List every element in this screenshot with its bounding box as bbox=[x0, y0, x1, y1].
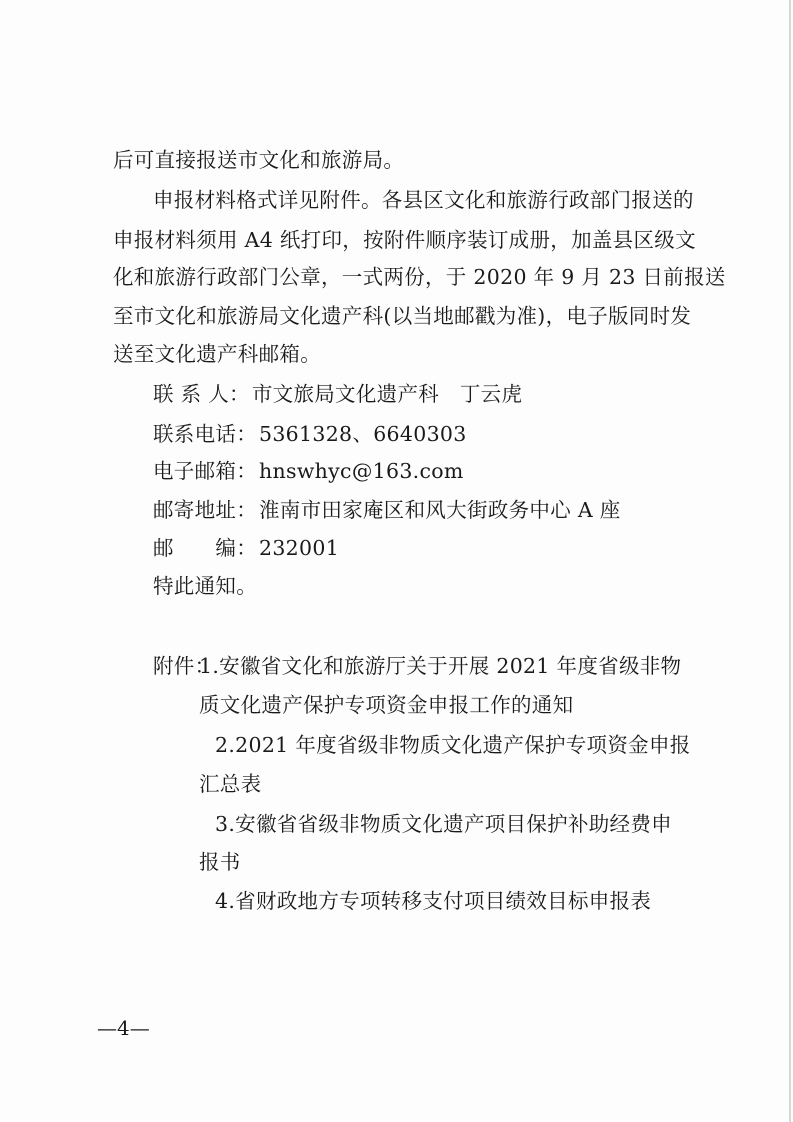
contact-value: 232001 bbox=[259, 536, 340, 560]
body-line: 至市文化和旅游局文化遗产科(以当地邮戳为准)，电子版同时发 bbox=[113, 304, 692, 328]
contact-email bbox=[153, 459, 464, 483]
contact-value: hnswhyc@163.com bbox=[259, 459, 464, 483]
body-line: 申报材料格式详见附件。各县区文化和旅游行政部门报送的 bbox=[153, 188, 694, 212]
contact-value: 市文旅局文化遗产科 丁云虎 bbox=[251, 382, 523, 406]
contact-phone bbox=[153, 422, 467, 446]
attachment-item-2-cont: 汇总表 bbox=[199, 772, 262, 796]
contact-label: 联系电话： bbox=[153, 422, 257, 446]
contact-value: 5361328、6640303 bbox=[259, 422, 467, 446]
body-line: 化和旅游行政部门公章，一式两份，于 2020 年 9 月 23 日前报送 bbox=[113, 265, 726, 289]
contact-value: 淮南市田家庵区和风大街政务中心 A 座 bbox=[259, 498, 621, 522]
attachment-item-1-cont: 质文化遗产保护专项资金申报工作的通知 bbox=[199, 693, 574, 717]
body-line: 申报材料须用 A4 纸打印，按附件顺序装订成册，加盖县区级文 bbox=[113, 228, 696, 252]
contact-label: 邮寄地址： bbox=[153, 498, 257, 522]
contact-label: 邮 编： bbox=[153, 536, 257, 560]
contact-person bbox=[153, 382, 522, 406]
body-line: 后可直接报送市文化和旅游局。 bbox=[113, 148, 405, 172]
contact-address bbox=[153, 498, 621, 522]
attachment-item-2: 2.2021 年度省级非物质文化遗产保护专项资金申报 bbox=[215, 733, 691, 757]
attachment-item-1: 1.安徽省文化和旅游厅关于开展 2021 年度省级非物 bbox=[199, 654, 682, 678]
attachment-item-3-cont: 报书 bbox=[199, 850, 241, 874]
attachment-item-3: 3.安徽省省级非物质文化遗产项目保护补助经费申 bbox=[215, 812, 672, 836]
page-number: —4— bbox=[97, 1016, 150, 1040]
attachments-label: 附件： bbox=[153, 654, 216, 678]
contact-label: 电子邮箱： bbox=[153, 459, 257, 483]
closing-text: 特此通知。 bbox=[153, 574, 257, 598]
body-line: 送至文化遗产科邮箱。 bbox=[113, 342, 321, 366]
attachment-item-4: 4.省财政地方专项转移支付项目绩效目标申报表 bbox=[215, 889, 652, 913]
scan-edge bbox=[789, 0, 791, 1122]
contact-postcode bbox=[153, 536, 339, 560]
contact-label: 联 系 人： bbox=[153, 382, 250, 406]
